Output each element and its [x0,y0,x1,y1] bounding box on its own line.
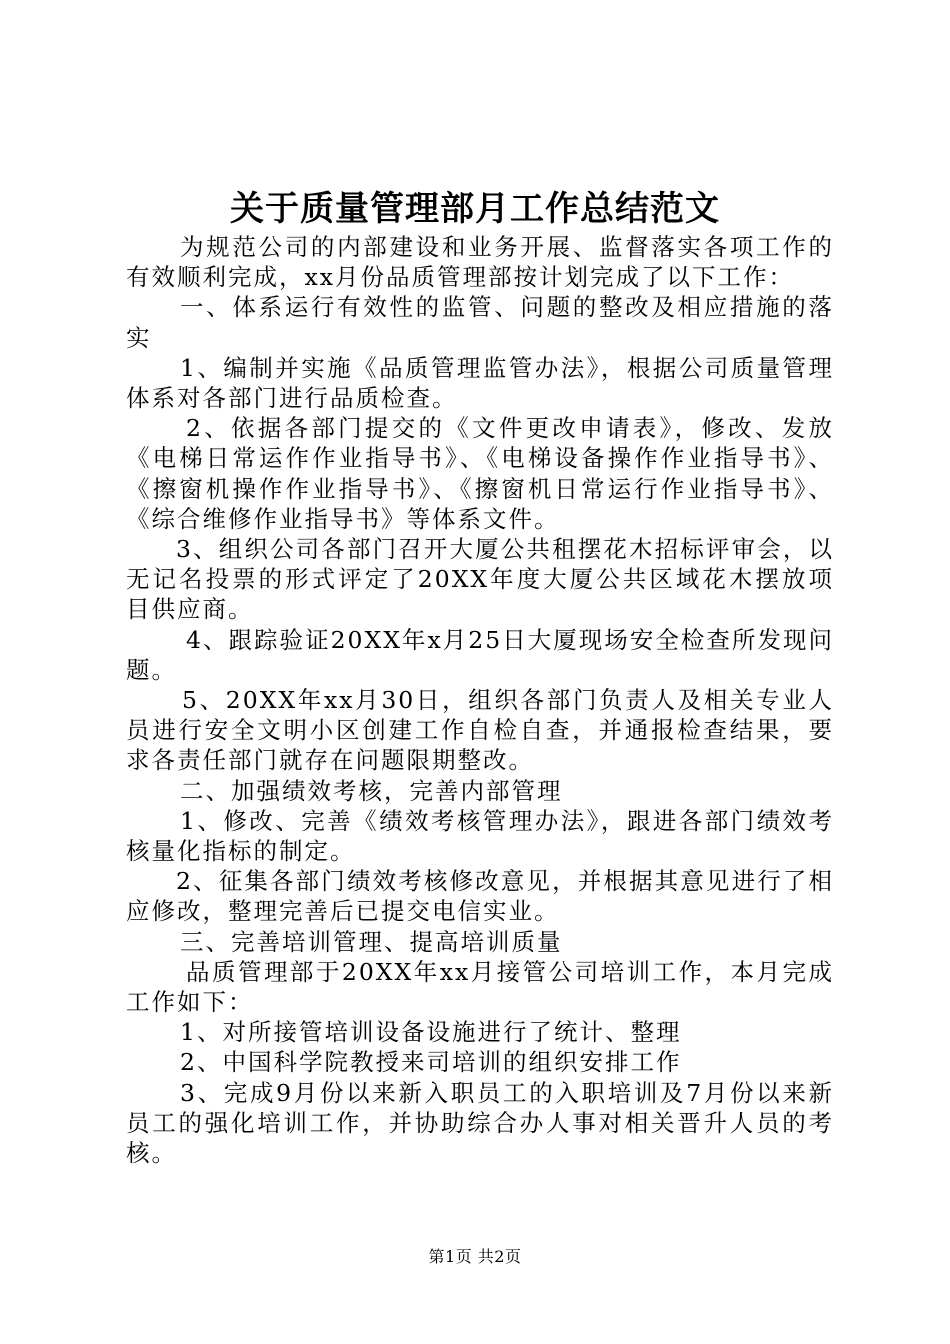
paragraph-item: 1、编制并实施《品质管理监管办法》，根据公司质量管理体系对各部门进行品质检查。 [126,353,834,413]
paragraph-item: 2、征集各部门绩效考核修改意见，并根据其意见进行了相应修改，整理完善后已提交电信实业。 [126,867,834,926]
paragraph-item: 1、对所接管培训设备设施进行了统计、整理 [180,1018,682,1047]
paragraph-item: 3、完成9月份以来新入职员工的入职培训及7月份以来新员工的强化培训工作，并协助综合办人事对相关晋升人员的考核。 [126,1078,834,1168]
paragraph-item: 5、20XX年xx月30日，组织各部门负责人及相关专业人员进行安全文明小区创建工作自检自查，并通报检查结果，要求各责任部门就存在问题限期整改。 [126,686,834,775]
document-body [126,232,834,1168]
paragraph-item: 4、跟踪验证20XX年x月25日大厦现场安全检查所发现问题。 [126,625,834,684]
paragraph-item: 2、中国科学院教授来司培训的组织安排工作 [180,1048,682,1077]
page-number-footer: 第1页 共2页 [428,1247,522,1266]
document-title: 关于质量管理部月工作总结范文 [230,189,720,229]
section-heading-2: 二、加强绩效考核，完善内部管理 [180,776,563,805]
section-heading-3: 三、完善培训管理、提高培训质量 [180,927,563,956]
section-heading-1: 一、体系运行有效性的监管、问题的整改及相应措施的落实 [126,293,834,352]
paragraph-item: 品质管理部于20XX年xx月接管公司培训工作，本月完成工作如下： [126,957,834,1017]
paragraph-intro: 为规范公司的内部建设和业务开展、监督落实各项工作的有效顺利完成，xx月份品质管理部按计划完成了以下工作： [126,233,834,292]
paragraph-item: 3、组织公司各部门召开大厦公共租摆花木招标评审会，以无记名投票的形式评定了20XX年度大厦公共区域花木摆放项目供应商。 [126,535,834,624]
paragraph-item: 2、依据各部门提交的《文件更改申请表》，修改、发放《电梯日常运作作业指导书》、《电梯设备操作作业指导书》、《擦窗机操作作业指导书》、《擦窗机日常运行作业指导书》、《综合维修作业指导书》等体系文件。 [126,414,834,533]
paragraph-item: 1、修改、完善《绩效考核管理办法》，跟进各部门绩效考核量化指标的制定。 [126,806,834,866]
